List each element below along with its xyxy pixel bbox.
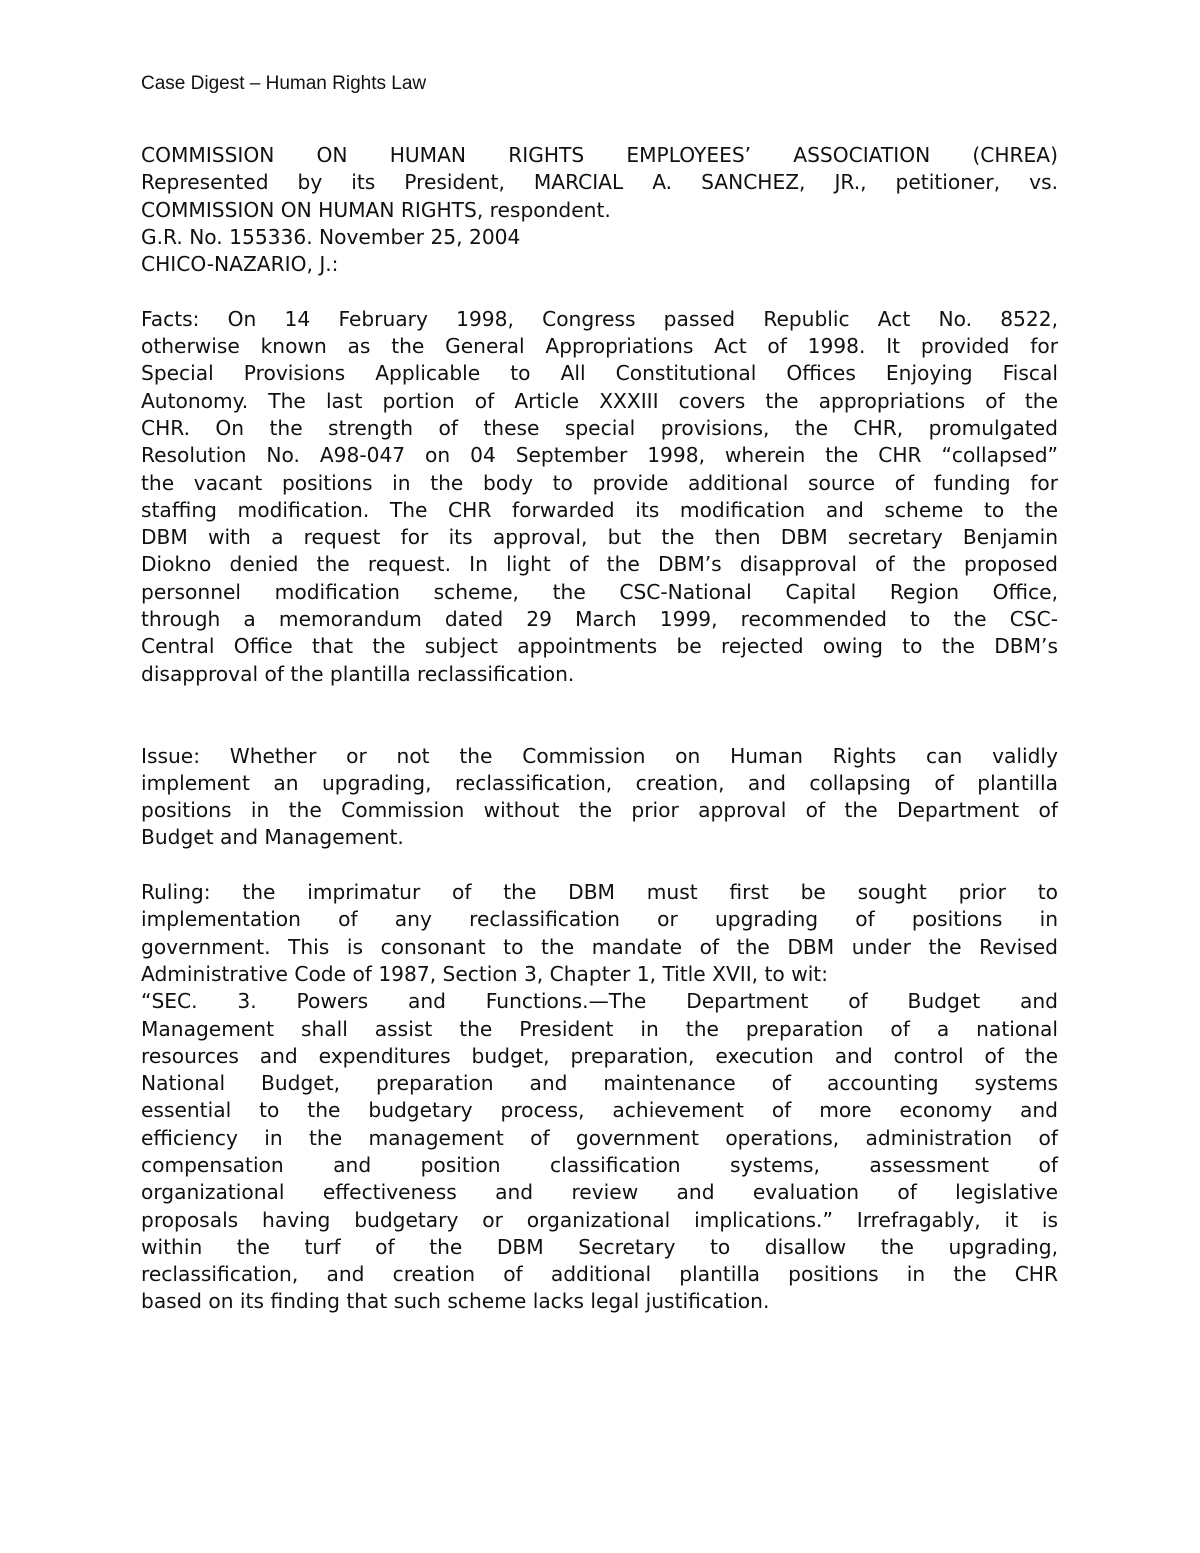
facts-line: otherwise known as the General Appropriations Act of 1998. It provided for xyxy=(141,334,1058,359)
facts-line: CHR. On the strength of these special provisions, the CHR, promulgated xyxy=(141,415,1058,440)
caption-line: COMMISSION ON HUMAN RIGHTS EMPLOYEES’ ASSOCIATION (CHREA) xyxy=(141,143,1058,167)
caption-line: G.R. No. 155336. November 25, 2004 xyxy=(141,224,521,249)
facts-line: personnel modification scheme, the CSC-National Capital Region Office, xyxy=(141,579,1058,604)
facts-line: Diokno denied the request. In light of the DBM’s disapproval of the proposed xyxy=(141,552,1058,577)
facts-line: Central Office that the subject appointments be rejected owing to the DBM’s xyxy=(141,634,1058,659)
facts-paragraph xyxy=(141,306,1058,688)
ruling-line: National Budget, preparation and maintenance of accounting systems xyxy=(141,1071,1058,1096)
spacer xyxy=(141,852,1058,879)
caption-line: COMMISSION ON HUMAN RIGHTS, respondent. xyxy=(141,197,611,222)
ruling-line: based on its finding that such scheme lacks legal justification. xyxy=(141,1289,770,1314)
ruling-line: implementation of any reclassification or upgrading of positions in xyxy=(141,907,1058,932)
caption-line: Represented by its President, MARCIAL A. SANCHEZ, JR., petitioner, vs. xyxy=(141,170,1058,195)
ruling-paragraph xyxy=(141,879,1058,1316)
issue-line: positions in the Commission without the prior approval of the Department of xyxy=(141,798,1058,823)
ruling-line: government. This is consonant to the mandate of the DBM under the Revised xyxy=(141,934,1058,959)
issue-line: Issue: Whether or not the Commission on Human Rights can validly xyxy=(141,743,1058,768)
ruling-line: resources and expenditures budget, preparation, execution and control of the xyxy=(141,1043,1058,1068)
case-caption xyxy=(141,142,1058,278)
spacer xyxy=(141,278,1058,305)
caption-line: CHICO-NAZARIO, J.: xyxy=(141,252,339,277)
ruling-line: essential to the budgetary process, achievement of more economy and xyxy=(141,1098,1058,1123)
ruling-line: proposals having budgetary or organizational implications.” Irrefragably, it is xyxy=(141,1207,1058,1232)
issue-line: implement an upgrading, reclassification, creation, and collapsing of plantilla xyxy=(141,770,1058,795)
facts-line: Autonomy. The last portion of Article XXXIII covers the appropriations of the xyxy=(141,388,1058,413)
document-header: Case Digest – Human Rights Law xyxy=(141,73,427,94)
ruling-line: Ruling: the imprimatur of the DBM must first be sought prior to xyxy=(141,880,1058,905)
issue-paragraph xyxy=(141,743,1058,852)
facts-line: the vacant positions in the body to provide additional source of funding for xyxy=(141,470,1058,495)
facts-line: Facts: On 14 February 1998, Congress passed Republic Act No. 8522, xyxy=(141,306,1058,331)
ruling-line: within the turf of the DBM Secretary to disallow the upgrading, xyxy=(141,1234,1058,1259)
spacer xyxy=(141,688,1058,743)
ruling-line: efficiency in the management of government operations, administration of xyxy=(141,1125,1058,1150)
ruling-line: reclassification, and creation of additional plantilla positions in the CHR xyxy=(141,1262,1058,1287)
facts-line: staffing modification. The CHR forwarded its modification and scheme to the xyxy=(141,497,1058,522)
issue-line: Budget and Management. xyxy=(141,825,404,850)
ruling-line: compensation and position classification systems, assessment of xyxy=(141,1152,1058,1177)
facts-line: Special Provisions Applicable to All Constitutional Offices Enjoying Fiscal xyxy=(141,361,1058,386)
ruling-line: Administrative Code of 1987, Section 3, Chapter 1, Title XVII, to wit: xyxy=(141,961,829,986)
ruling-line: Management shall assist the President in the preparation of a national xyxy=(141,1016,1058,1041)
facts-line: through a memorandum dated 29 March 1999, recommended to the CSC- xyxy=(141,607,1058,632)
facts-line: DBM with a request for its approval, but the then DBM secretary Benjamin xyxy=(141,525,1058,550)
facts-line: disapproval of the plantilla reclassification. xyxy=(141,661,575,686)
ruling-line: organizational effectiveness and review and evaluation of legislative xyxy=(141,1180,1058,1205)
document-body xyxy=(141,142,1058,1316)
facts-line: Resolution No. A98-047 on 04 September 1998, wherein the CHR “collapsed” xyxy=(141,443,1058,468)
ruling-line: “SEC. 3. Powers and Functions.—The Department of Budget and xyxy=(141,989,1058,1014)
